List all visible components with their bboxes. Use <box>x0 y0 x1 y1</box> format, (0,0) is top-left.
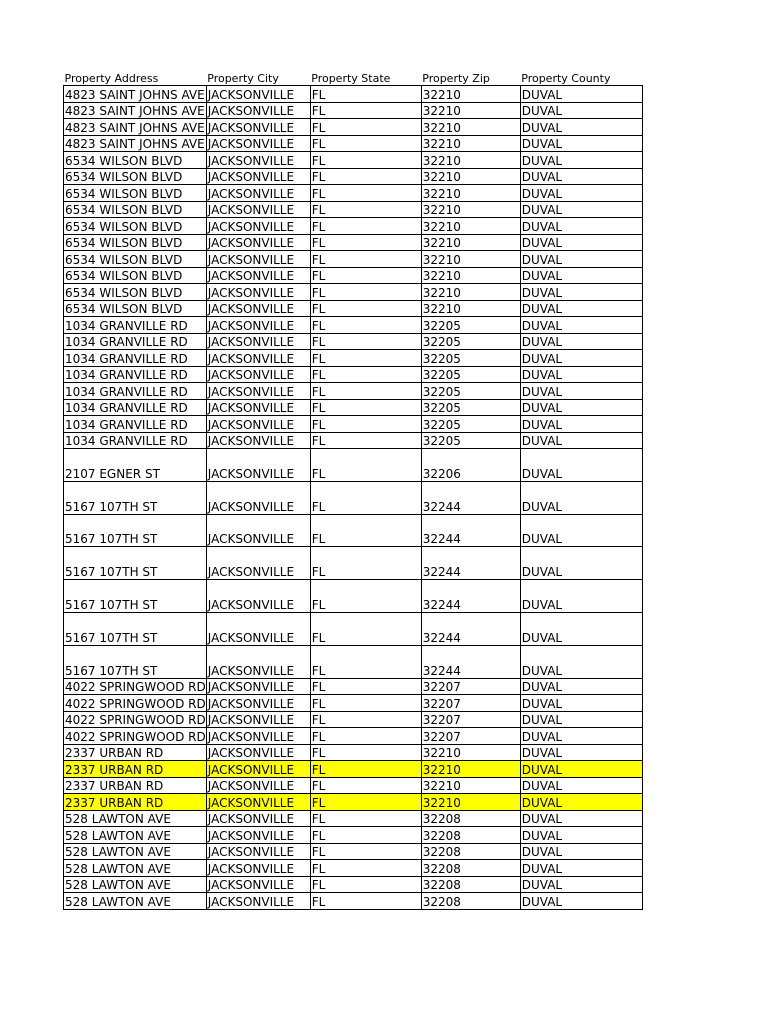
cell-state[interactable]: FL <box>310 711 421 728</box>
table-row <box>64 350 643 367</box>
cell-county[interactable]: DUVAL <box>520 201 642 218</box>
cell-zip[interactable]: 32208 <box>421 860 520 877</box>
cell-state[interactable]: FL <box>310 580 421 613</box>
table-row <box>64 876 643 893</box>
cell-address[interactable]: 6534 WILSON BLVD <box>64 251 207 268</box>
table-row <box>64 810 643 827</box>
cell-zip[interactable]: 32208 <box>421 876 520 893</box>
cell-address[interactable]: 6534 WILSON BLVD <box>64 152 207 169</box>
cell-city[interactable]: JACKSONVILLE <box>206 514 310 547</box>
table-row <box>64 218 643 235</box>
table-row <box>64 645 643 678</box>
cell-zip[interactable]: 32205 <box>421 399 520 416</box>
cell-state[interactable]: FL <box>310 135 421 152</box>
cell-city[interactable]: JACKSONVILLE <box>206 234 310 251</box>
cell-city[interactable]: JACKSONVILLE <box>206 185 310 202</box>
cell-county[interactable]: DUVAL <box>520 218 642 235</box>
cell-zip[interactable]: 32210 <box>421 86 520 103</box>
cell-zip[interactable]: 32210 <box>421 761 520 778</box>
cell-city[interactable]: JACKSONVILLE <box>206 102 310 119</box>
cell-county[interactable]: DUVAL <box>520 234 642 251</box>
cell-address[interactable]: 1034 GRANVILLE RD <box>64 383 207 400</box>
cell-city[interactable]: JACKSONVILLE <box>206 350 310 367</box>
table-row <box>64 547 643 580</box>
cell-city[interactable]: JACKSONVILLE <box>206 876 310 893</box>
cell-county[interactable]: DUVAL <box>520 860 642 877</box>
table-row <box>64 827 643 844</box>
cell-address[interactable]: 5167 107TH ST <box>64 580 207 613</box>
cell-state[interactable]: FL <box>310 300 421 317</box>
cell-zip[interactable]: 32210 <box>421 102 520 119</box>
cell-zip[interactable]: 32210 <box>421 284 520 301</box>
table-row <box>64 185 643 202</box>
table-row <box>64 860 643 877</box>
cell-zip[interactable]: 32207 <box>421 728 520 745</box>
cell-state[interactable]: FL <box>310 645 421 678</box>
cell-zip[interactable]: 32208 <box>421 810 520 827</box>
cell-city[interactable]: JACKSONVILLE <box>206 449 310 482</box>
table-row <box>64 284 643 301</box>
cell-county[interactable]: DUVAL <box>520 449 642 482</box>
cell-state[interactable]: FL <box>310 761 421 778</box>
cell-county[interactable]: DUVAL <box>520 645 642 678</box>
cell-state[interactable]: FL <box>310 547 421 580</box>
cell-address[interactable]: 6534 WILSON BLVD <box>64 284 207 301</box>
table-row <box>64 201 643 218</box>
cell-county[interactable]: DUVAL <box>520 876 642 893</box>
cell-address[interactable]: 2337 URBAN RD <box>64 777 207 794</box>
cell-county[interactable]: DUVAL <box>520 416 642 433</box>
cell-zip[interactable]: 32210 <box>421 267 520 284</box>
table-row <box>64 449 643 482</box>
cell-zip[interactable]: 32208 <box>421 827 520 844</box>
table-row <box>64 399 643 416</box>
cell-address[interactable]: 4022 SPRINGWOOD RD <box>65 713 206 728</box>
cell-city[interactable]: JACKSONVILLE <box>206 300 310 317</box>
cell-address[interactable]: 6534 WILSON BLVD <box>64 218 207 235</box>
cell-county[interactable]: DUVAL <box>520 580 642 613</box>
cell-city[interactable]: JACKSONVILLE <box>206 810 310 827</box>
cell-city[interactable]: JACKSONVILLE <box>206 267 310 284</box>
column-header-state: Property State <box>311 72 391 85</box>
cell-zip[interactable]: 32208 <box>421 893 520 910</box>
cell-address[interactable]: 2107 EGNER ST <box>64 449 207 482</box>
cell-state[interactable]: FL <box>310 893 421 910</box>
cell-city[interactable]: JACKSONVILLE <box>206 612 310 645</box>
cell-state[interactable]: FL <box>310 794 421 811</box>
cell-zip[interactable]: 32210 <box>421 777 520 794</box>
table-row <box>64 119 643 136</box>
cell-zip[interactable]: 32205 <box>421 317 520 334</box>
table-row <box>64 168 643 185</box>
cell-zip[interactable]: 32210 <box>421 300 520 317</box>
cell-county[interactable]: DUVAL <box>520 333 642 350</box>
cell-zip[interactable]: 32244 <box>421 612 520 645</box>
cell-address[interactable]: 4823 SAINT JOHNS AVE <box>65 87 205 102</box>
cell-zip[interactable]: 32210 <box>421 251 520 268</box>
cell-state[interactable]: FL <box>310 810 421 827</box>
cell-address[interactable]: 1034 GRANVILLE RD <box>64 333 207 350</box>
cell-city[interactable]: JACKSONVILLE <box>206 827 310 844</box>
table-row <box>64 514 643 547</box>
table-row <box>64 300 643 317</box>
cell-address[interactable]: 6534 WILSON BLVD <box>64 267 207 284</box>
table-row <box>64 695 643 712</box>
table-row <box>64 234 643 251</box>
cell-zip[interactable]: 32244 <box>421 645 520 678</box>
table-row <box>64 333 643 350</box>
table-row <box>64 152 643 169</box>
table-row <box>64 728 643 745</box>
cell-state[interactable]: FL <box>310 744 421 761</box>
cell-state[interactable]: FL <box>310 827 421 844</box>
table-header <box>64 69 643 86</box>
table-row <box>64 317 643 334</box>
table-row <box>64 251 643 268</box>
table-row <box>64 416 643 433</box>
cell-address[interactable]: 5167 107TH ST <box>64 645 207 678</box>
cell-city[interactable]: JACKSONVILLE <box>206 119 310 136</box>
cell-county[interactable]: DUVAL <box>520 728 642 745</box>
cell-zip[interactable]: 32207 <box>421 695 520 712</box>
cell-address[interactable]: 1034 GRANVILLE RD <box>64 366 207 383</box>
cell-city[interactable]: JACKSONVILLE <box>206 678 310 695</box>
table-row <box>64 432 643 449</box>
cell-state[interactable]: FL <box>310 612 421 645</box>
cell-city[interactable]: JACKSONVILLE <box>206 432 310 449</box>
cell-state[interactable]: FL <box>310 317 421 334</box>
cell-state[interactable]: FL <box>310 449 421 482</box>
table-row <box>64 761 643 778</box>
cell-state[interactable]: FL <box>310 218 421 235</box>
cell-zip[interactable]: 32210 <box>421 152 520 169</box>
table-row <box>64 86 643 103</box>
cell-city[interactable]: JACKSONVILLE <box>206 777 310 794</box>
cell-city[interactable]: JACKSONVILLE <box>206 860 310 877</box>
cell-city[interactable]: JACKSONVILLE <box>206 383 310 400</box>
cell-state[interactable]: FL <box>310 333 421 350</box>
cell-address[interactable]: 5167 107TH ST <box>64 547 207 580</box>
cell-county[interactable]: DUVAL <box>520 350 642 367</box>
cell-state[interactable]: FL <box>310 728 421 745</box>
cell-city[interactable]: JACKSONVILLE <box>206 86 310 103</box>
cell-address[interactable]: 4022 SPRINGWOOD RD <box>65 696 206 711</box>
cell-address[interactable]: 6534 WILSON BLVD <box>64 168 207 185</box>
cell-address[interactable]: 5167 107TH ST <box>64 481 207 514</box>
cell-address[interactable]: 6534 WILSON BLVD <box>64 185 207 202</box>
cell-state[interactable]: FL <box>310 416 421 433</box>
cell-county[interactable]: DUVAL <box>520 300 642 317</box>
cell-zip[interactable]: 32210 <box>421 135 520 152</box>
table-row <box>64 777 643 794</box>
cell-address[interactable]: 6534 WILSON BLVD <box>64 201 207 218</box>
cell-city[interactable]: JACKSONVILLE <box>206 218 310 235</box>
cell-zip[interactable]: 32205 <box>421 416 520 433</box>
table-row <box>64 102 643 119</box>
cell-state[interactable]: FL <box>310 201 421 218</box>
cell-zip[interactable]: 32210 <box>421 168 520 185</box>
cell-state[interactable]: FL <box>310 366 421 383</box>
cell-county[interactable]: DUVAL <box>520 761 642 778</box>
cell-address[interactable]: 2337 URBAN RD <box>64 794 207 811</box>
cell-county[interactable]: DUVAL <box>520 810 642 827</box>
cell-zip[interactable]: 32210 <box>421 119 520 136</box>
cell-county[interactable]: DUVAL <box>520 185 642 202</box>
cell-city[interactable]: JACKSONVILLE <box>206 416 310 433</box>
cell-city[interactable]: JACKSONVILLE <box>206 893 310 910</box>
cell-zip[interactable]: 32210 <box>421 794 520 811</box>
table-row <box>64 843 643 860</box>
cell-state[interactable]: FL <box>310 234 421 251</box>
cell-county[interactable]: DUVAL <box>520 843 642 860</box>
cell-county[interactable]: DUVAL <box>520 612 642 645</box>
cell-city[interactable]: JACKSONVILLE <box>206 547 310 580</box>
cell-address[interactable]: 4022 SPRINGWOOD RD <box>65 729 206 744</box>
cell-state[interactable]: FL <box>310 843 421 860</box>
cell-city[interactable]: JACKSONVILLE <box>206 711 310 728</box>
property-table <box>63 69 643 910</box>
cell-zip[interactable]: 32207 <box>421 711 520 728</box>
cell-zip[interactable]: 32205 <box>421 333 520 350</box>
table-row <box>64 267 643 284</box>
cell-state[interactable]: FL <box>310 284 421 301</box>
cell-city[interactable]: JACKSONVILLE <box>206 744 310 761</box>
header-row <box>64 69 643 86</box>
cell-state[interactable]: FL <box>310 251 421 268</box>
cell-address[interactable]: 4823 SAINT JOHNS AVE <box>65 120 205 135</box>
cell-address[interactable]: 5167 107TH ST <box>64 612 207 645</box>
cell-city[interactable]: JACKSONVILLE <box>206 843 310 860</box>
cell-zip[interactable]: 32244 <box>421 481 520 514</box>
cell-address[interactable]: 2337 URBAN RD <box>64 744 207 761</box>
cell-county[interactable]: DUVAL <box>520 383 642 400</box>
cell-city[interactable]: JACKSONVILLE <box>206 284 310 301</box>
cell-state[interactable]: FL <box>310 86 421 103</box>
cell-state[interactable]: FL <box>310 514 421 547</box>
cell-city[interactable]: JACKSONVILLE <box>206 168 310 185</box>
table-row <box>64 383 643 400</box>
cell-county[interactable]: DUVAL <box>520 893 642 910</box>
cell-state[interactable]: FL <box>310 399 421 416</box>
cell-zip[interactable]: 32244 <box>421 547 520 580</box>
cell-state[interactable]: FL <box>310 267 421 284</box>
cell-city[interactable]: JACKSONVILLE <box>206 366 310 383</box>
cell-county[interactable]: DUVAL <box>520 317 642 334</box>
cell-state[interactable]: FL <box>310 695 421 712</box>
cell-zip[interactable]: 32205 <box>421 366 520 383</box>
cell-zip[interactable]: 32208 <box>421 843 520 860</box>
cell-address[interactable]: 1034 GRANVILLE RD <box>64 350 207 367</box>
cell-county[interactable]: DUVAL <box>520 744 642 761</box>
table-body <box>64 86 643 910</box>
cell-city[interactable]: JACKSONVILLE <box>206 728 310 745</box>
table-row <box>64 794 643 811</box>
cell-county[interactable]: DUVAL <box>520 432 642 449</box>
cell-address[interactable]: 6534 WILSON BLVD <box>64 234 207 251</box>
cell-county[interactable]: DUVAL <box>520 514 642 547</box>
cell-zip[interactable]: 32206 <box>421 449 520 482</box>
cell-city[interactable]: JACKSONVILLE <box>206 251 310 268</box>
cell-address[interactable]: 528 LAWTON AVE <box>64 860 207 877</box>
cell-zip[interactable]: 32205 <box>421 350 520 367</box>
table-row <box>64 580 643 613</box>
cell-zip[interactable]: 32244 <box>421 580 520 613</box>
cell-county[interactable]: DUVAL <box>520 86 642 103</box>
cell-zip[interactable]: 32210 <box>421 744 520 761</box>
cell-county[interactable]: DUVAL <box>520 284 642 301</box>
cell-county[interactable]: DUVAL <box>520 695 642 712</box>
cell-state[interactable]: FL <box>310 876 421 893</box>
table-row <box>64 678 643 695</box>
cell-address[interactable]: 6534 WILSON BLVD <box>64 300 207 317</box>
cell-city[interactable]: JACKSONVILLE <box>206 135 310 152</box>
cell-address[interactable]: 1034 GRANVILLE RD <box>64 317 207 334</box>
table-row <box>64 135 643 152</box>
cell-state[interactable]: FL <box>310 168 421 185</box>
cell-state[interactable]: FL <box>310 860 421 877</box>
cell-county[interactable]: DUVAL <box>520 251 642 268</box>
cell-address[interactable]: 4823 SAINT JOHNS AVE <box>65 137 205 151</box>
cell-city[interactable]: JACKSONVILLE <box>206 317 310 334</box>
cell-address[interactable]: 528 LAWTON AVE <box>64 843 207 860</box>
cell-address[interactable]: 528 LAWTON AVE <box>64 810 207 827</box>
cell-city[interactable]: JACKSONVILLE <box>206 761 310 778</box>
cell-state[interactable]: FL <box>310 432 421 449</box>
cell-county[interactable]: DUVAL <box>520 794 642 811</box>
cell-address[interactable]: 4823 SAINT JOHNS AVE <box>65 104 205 118</box>
table-row <box>64 744 643 761</box>
cell-zip[interactable]: 32205 <box>421 383 520 400</box>
table-row <box>64 893 643 910</box>
cell-city[interactable]: JACKSONVILLE <box>206 201 310 218</box>
cell-city[interactable]: JACKSONVILLE <box>206 333 310 350</box>
cell-address[interactable]: 1034 GRANVILLE RD <box>64 399 207 416</box>
cell-state[interactable]: FL <box>310 383 421 400</box>
cell-state[interactable]: FL <box>310 350 421 367</box>
table-row <box>64 711 643 728</box>
cell-zip[interactable]: 32210 <box>421 201 520 218</box>
cell-city[interactable]: JACKSONVILLE <box>206 152 310 169</box>
cell-county[interactable]: DUVAL <box>520 168 642 185</box>
cell-county[interactable]: DUVAL <box>520 267 642 284</box>
cell-zip[interactable]: 32210 <box>421 218 520 235</box>
cell-address[interactable]: 528 LAWTON AVE <box>64 876 207 893</box>
cell-state[interactable]: FL <box>310 152 421 169</box>
table-row <box>64 481 643 514</box>
cell-address[interactable]: 528 LAWTON AVE <box>64 827 207 844</box>
cell-city[interactable]: JACKSONVILLE <box>206 399 310 416</box>
cell-county[interactable]: DUVAL <box>520 777 642 794</box>
cell-state[interactable]: FL <box>310 185 421 202</box>
cell-county[interactable]: DUVAL <box>520 399 642 416</box>
cell-address[interactable]: 1034 GRANVILLE RD <box>64 416 207 433</box>
cell-zip[interactable]: 32210 <box>421 185 520 202</box>
cell-address[interactable]: 2337 URBAN RD <box>64 761 207 778</box>
cell-address[interactable]: 528 LAWTON AVE <box>64 893 207 910</box>
cell-county[interactable]: DUVAL <box>520 678 642 695</box>
cell-state[interactable]: FL <box>310 777 421 794</box>
cell-zip[interactable]: 32205 <box>421 432 520 449</box>
cell-county[interactable]: DUVAL <box>520 152 642 169</box>
cell-county[interactable]: DUVAL <box>520 119 642 136</box>
cell-state[interactable]: FL <box>310 678 421 695</box>
column-header-zip: Property Zip <box>422 72 490 85</box>
cell-state[interactable]: FL <box>310 119 421 136</box>
cell-city[interactable]: JACKSONVILLE <box>206 695 310 712</box>
cell-county[interactable]: DUVAL <box>520 481 642 514</box>
column-header-county: Property County <box>521 72 611 85</box>
cell-address[interactable]: 5167 107TH ST <box>64 514 207 547</box>
cell-zip[interactable]: 32244 <box>421 514 520 547</box>
cell-city[interactable]: JACKSONVILLE <box>206 580 310 613</box>
cell-address[interactable]: 4022 SPRINGWOOD RD <box>65 680 206 695</box>
cell-zip[interactable]: 32210 <box>421 234 520 251</box>
table-row <box>64 366 643 383</box>
cell-county[interactable]: DUVAL <box>520 102 642 119</box>
table-row <box>64 612 643 645</box>
cell-county[interactable]: DUVAL <box>520 711 642 728</box>
cell-city[interactable]: JACKSONVILLE <box>206 645 310 678</box>
column-header-city: Property City <box>207 72 279 85</box>
cell-address[interactable]: 1034 GRANVILLE RD <box>64 432 207 449</box>
cell-zip[interactable]: 32207 <box>421 678 520 695</box>
cell-county[interactable]: DUVAL <box>520 135 642 152</box>
cell-county[interactable]: DUVAL <box>520 366 642 383</box>
cell-county[interactable]: DUVAL <box>520 547 642 580</box>
cell-state[interactable]: FL <box>310 481 421 514</box>
cell-state[interactable]: FL <box>310 102 421 119</box>
cell-city[interactable]: JACKSONVILLE <box>206 481 310 514</box>
cell-county[interactable]: DUVAL <box>520 827 642 844</box>
column-header-address: Property Address <box>64 72 159 85</box>
cell-city[interactable]: JACKSONVILLE <box>206 794 310 811</box>
